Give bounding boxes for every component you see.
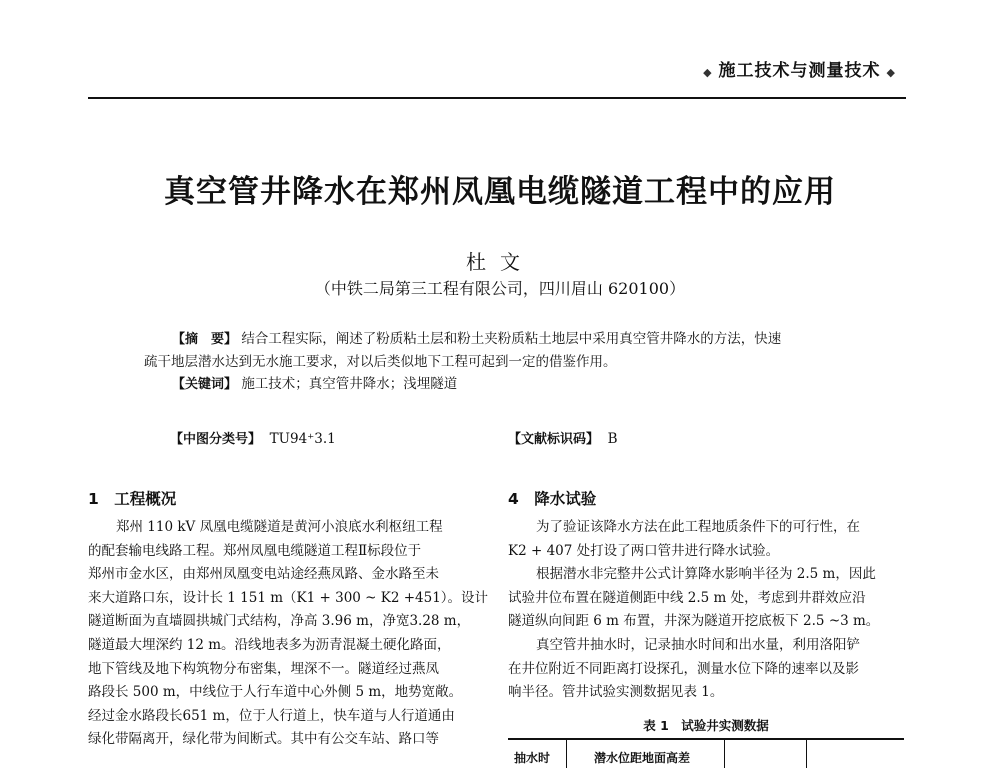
text-line: 的配套输电线路工程。郑州凤凰电缆隧道工程Ⅱ标段位于 — [88, 542, 422, 559]
section-4-heading: 4 降水试验 — [508, 490, 597, 508]
section-4-body — [508, 516, 904, 705]
text-line: 经过金水路段长651 m，位于人行道上，快车道与人行道通由 — [88, 707, 455, 724]
text-line: 绿化带隔离开，绿化带为间断式。其中有公交车站、路口等 — [88, 731, 439, 748]
abstract-label: 【摘 要】 — [172, 332, 238, 347]
text-line: 为了验证该降水方法在此工程地质条件下的可行性，在 — [536, 519, 860, 535]
abstract-line-2: 疏干地层潜水达到无水施工要求，对以后类似地下工程可起到一定的借鉴作用。 — [144, 354, 617, 370]
text-line: 根据潜水非完整井公式计算降水影响半径为 2.5 m，因此 — [536, 566, 876, 583]
text-line: 隧道最大埋深约 12 m。沿线地表多为沥青混凝土硬化路面， — [88, 636, 451, 653]
table-column-divider — [566, 738, 567, 768]
classification-value: TU94⁺3.1 — [269, 431, 336, 447]
doc-code-value: B — [607, 431, 618, 447]
table-header-cell: 抽水时 — [514, 751, 551, 765]
abstract-line-1: 结合工程实际，阐述了粉质粘土层和粉土夹粉质粘土地层中采用真空管井降水的方法，快速 — [241, 331, 782, 347]
table-column-divider — [806, 738, 807, 768]
classification-number — [170, 428, 336, 447]
text-line: 郑州 110 kV 凤凰电缆隧道是黄河小浪底水利枢纽工程 — [116, 519, 443, 535]
running-header — [697, 56, 902, 81]
text-line: 在井位附近不同距离打设探孔，测量水位下降的速率以及影 — [508, 660, 859, 677]
classification-label: 【中图分类号】 — [170, 432, 262, 447]
author-affiliation: （中铁二局第三工程有限公司，四川眉山 620100） — [314, 279, 686, 298]
header-rule — [88, 97, 906, 99]
text-line: 地下管线及地下构筑物分布密集，埋深不一。隧道经过燕凤 — [88, 660, 439, 677]
section-1-heading: 1 工程概况 — [88, 490, 177, 508]
diamond-left-icon: ◆ — [703, 66, 713, 79]
author-name: 杜文 — [466, 250, 534, 274]
diamond-right-icon: ◆ — [886, 66, 896, 79]
text-line: 响半径。管井试验实测数据见表 1。 — [508, 684, 724, 701]
text-line: K2 + 407 处打设了两口管井进行降水试验。 — [508, 542, 780, 559]
keywords-label: 【关键词】 — [172, 377, 238, 392]
text-line: 真空管井抽水时，记录抽水时间和出水量，利用洛阳铲 — [536, 636, 860, 653]
text-line: 隧道断面为直墙圆拱城门式结构，净高 3.96 m，净宽3.28 m， — [88, 613, 471, 630]
text-line: 试验井位布置在隧道侧距中线 2.5 m 处，考虑到井群效应沿 — [508, 589, 866, 606]
table-1-caption: 表 1 试验井实测数据 — [643, 718, 769, 733]
text-line: 来大道路口东，设计长 1 151 m（K1 + 300 ~ K2 +451）。设计 — [88, 589, 489, 606]
header-section-title: 施工技术与测量技术 — [718, 61, 881, 81]
table-top-rule — [508, 738, 904, 740]
table-column-divider — [724, 738, 725, 768]
keywords-text: 施工技术；真空管井降水；浅埋隧道 — [241, 376, 458, 392]
section-1-body — [88, 516, 492, 752]
doc-code-label: 【文献标识码】 — [508, 432, 600, 447]
text-line: 路段长 500 m，中线位于人行车道中心外侧 5 m，地势宽敞。 — [88, 684, 463, 701]
paper-title: 真空管井降水在郑州凤凰电缆隧道工程中的应用 — [164, 174, 836, 210]
text-line: 隧道纵向间距 6 m 布置，井深为隧道开挖底板下 2.5 ~3 m。 — [508, 613, 880, 630]
table-header-cell: 潜水位距地面高差 — [594, 751, 691, 765]
text-line: 郑州市金水区，由郑州凤凰变电站途经燕凤路、金水路至未 — [88, 566, 439, 583]
document-code — [508, 428, 618, 447]
abstract — [144, 328, 884, 396]
